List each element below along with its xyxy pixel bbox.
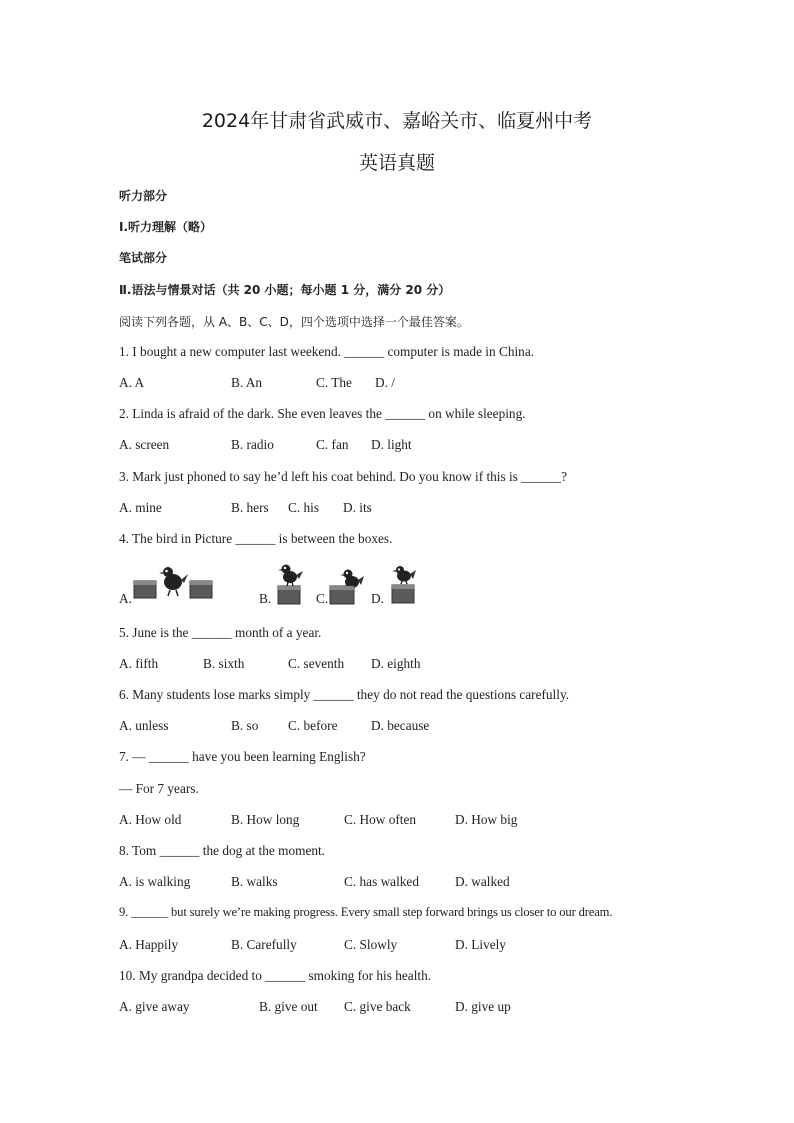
option-b[interactable]: B. give out	[259, 999, 318, 1014]
option-d[interactable]: D. light	[371, 437, 412, 452]
option-d[interactable]: D. because	[371, 718, 430, 733]
option-a[interactable]: A. A	[119, 375, 145, 390]
option-b[interactable]: B. An	[231, 375, 263, 390]
option-c[interactable]: C. has walked	[344, 874, 419, 889]
option-a[interactable]: A. fifth	[119, 656, 159, 671]
option-c[interactable]: C. The	[316, 375, 352, 390]
option-d[interactable]: D. /	[375, 375, 395, 390]
option-d[interactable]: D.	[371, 591, 384, 606]
option-d[interactable]: D. its	[343, 500, 372, 515]
option-d[interactable]: D. How big	[455, 812, 518, 827]
option-a[interactable]: A. is walking	[119, 874, 191, 889]
picture-d-bird-above-box-icon[interactable]	[385, 566, 421, 606]
question-4-stem: 4. The bird in Picture ______ is between the boxes.	[119, 531, 393, 546]
option-c[interactable]: C. fan	[316, 437, 349, 452]
question-7-answer-line: — For 7 years.	[119, 781, 199, 796]
section-written: 笔试部分	[119, 251, 168, 265]
option-a[interactable]: A. give away	[119, 999, 190, 1014]
question-3-stem: 3. Mark just phoned to say he’d left his coat behind. Do you know if this is ______?	[119, 469, 567, 484]
question-8-stem: 8. Tom ______ the dog at the moment.	[119, 843, 326, 858]
option-b[interactable]: B. How long	[231, 812, 300, 827]
option-b[interactable]: B. so	[231, 718, 259, 733]
section-listening: 听力部分	[119, 189, 168, 203]
option-c[interactable]: C. give back	[344, 999, 411, 1014]
exam-title: 2024年甘肃省武威市、嘉峪关市、临夏州中考	[201, 110, 593, 132]
option-d[interactable]: D. Lively	[455, 937, 506, 952]
option-a[interactable]: A. mine	[119, 500, 162, 515]
option-c[interactable]: C. Slowly	[344, 937, 398, 952]
exam-subtitle: 英语真题	[358, 152, 435, 174]
question-7-stem: 7. — ______ have you been learning English?	[119, 749, 366, 764]
question-9-stem: 9. ______ but surely we’re making progress. Every small step forward brings us closer to our dream.	[119, 905, 613, 919]
option-a[interactable]: A.	[119, 591, 132, 606]
option-b[interactable]: B. hers	[231, 500, 269, 515]
option-d[interactable]: D. eighth	[371, 656, 421, 671]
question-10-stem: 10. My grandpa decided to ______ smoking for his health.	[119, 968, 432, 983]
section-part1: Ⅰ.听力理解（略）	[119, 220, 213, 234]
question-1-stem: 1. I bought a new computer last weekend. ______ computer is made in China.	[119, 344, 535, 359]
option-d[interactable]: D. walked	[455, 874, 510, 889]
section-part2: Ⅱ.语法与情景对话（共 20 小题；每小题 1 分，满分 20 分）	[119, 283, 451, 297]
question-2-stem: 2. Linda is afraid of the dark. She even leaves the ______ on while sleeping.	[119, 406, 526, 421]
option-c[interactable]: C. before	[288, 718, 338, 733]
option-c[interactable]: C. How often	[344, 812, 417, 827]
option-c[interactable]: C. his	[288, 500, 320, 515]
option-b[interactable]: B. radio	[231, 437, 274, 452]
option-a[interactable]: A. screen	[119, 437, 170, 452]
instruction: 阅读下列各题，从 A、B、C、D，四个选项中选择一个最佳答案。	[119, 315, 469, 329]
question-5-stem: 5. June is the ______ month of a year.	[119, 625, 322, 640]
question-6-stem: 6. Many students lose marks simply ______ they do not read the questions carefully.	[119, 687, 570, 702]
option-a[interactable]: A. How old	[119, 812, 182, 827]
option-a[interactable]: A. unless	[119, 718, 169, 733]
picture-c-bird-behind-box-icon[interactable]	[326, 566, 366, 606]
picture-a-bird-between-boxes-icon[interactable]	[130, 563, 220, 603]
option-d[interactable]: D. give up	[455, 999, 511, 1014]
option-a[interactable]: A. Happily	[119, 937, 179, 952]
option-c[interactable]: C. seventh	[288, 656, 345, 671]
option-b[interactable]: B.	[259, 591, 272, 606]
option-b[interactable]: B. Carefully	[231, 937, 297, 952]
option-c[interactable]: C.	[316, 591, 329, 606]
picture-b-bird-on-box-icon[interactable]	[272, 562, 308, 606]
option-b[interactable]: B. sixth	[203, 656, 245, 671]
option-b[interactable]: B. walks	[231, 874, 278, 889]
